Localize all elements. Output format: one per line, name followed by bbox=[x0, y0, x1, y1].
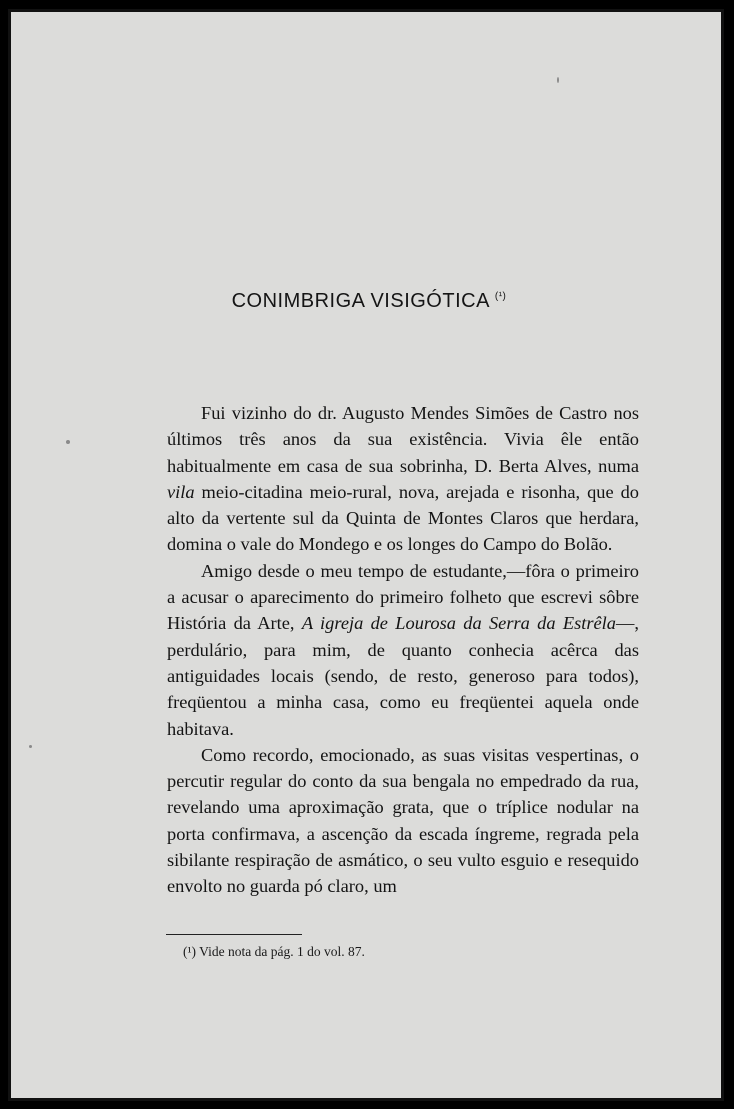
paragraph-1-segment-1: Fui vizinho do dr. Augusto Mendes Simões de Castro nos últimos três anos da sua existência. Vivia êle então habitualmente em casa de sua sobrinha, D. Berta Alves, numa bbox=[167, 403, 639, 476]
body-text bbox=[167, 400, 639, 900]
chapter-title bbox=[11, 290, 724, 313]
paragraph-1-segment-3: meio-citadina meio-rural, nova, arejada e risonha, que do alto da vertente sul da Quinta de Montes Claros que herdara, domina o vale do Mondego e os longes do Campo do Bolão. bbox=[167, 481, 639, 555]
paragraph-2 bbox=[167, 558, 639, 742]
paper-speck bbox=[29, 745, 32, 748]
title-footnote-marker: (¹) bbox=[494, 291, 507, 302]
paragraph-3-segment-1: Como recordo, emocionado, as suas visitas vespertinas, o percutir regular do conto da sua bengala no empedrado da rua, revelando uma aproximação grata, que o tríplice nodular na porta confirmava, a ascenção da escada íngreme, regrada pela sibilante respiração de asmático, o seu vulto esguio e resequido envolto no guarda pó claro, um bbox=[167, 744, 639, 897]
paragraph-2-segment-3: —, perdulário, para mim, de quanto conhecia acêrca das antiguidades locais (sendo, de resto, generoso para todos), freqüentou a minha casa, como eu freqüentei aquela onde habitava. bbox=[167, 613, 639, 739]
paragraph-2-segment-1: Amigo desde o meu tempo de estudante,—fôra o primeiro a acusar o aparecimento do primeiro folheto que escrevi sôbre História da Arte, bbox=[167, 560, 639, 634]
paragraph-2-italic-book-title: A igreja de Lourosa da Serra da Estrêla bbox=[301, 613, 616, 634]
footnote-divider bbox=[166, 934, 302, 935]
footnote: (¹) Vide nota da pág. 1 do vol. 87. bbox=[183, 944, 365, 959]
paragraph-1-italic-vila: vila bbox=[167, 481, 195, 502]
chapter-title-text: CONIMBRIGA VISIGÓTICA bbox=[231, 290, 489, 312]
book-page bbox=[8, 9, 724, 1101]
paragraph-3 bbox=[167, 742, 639, 900]
paragraph-1 bbox=[167, 400, 639, 558]
paper-speck bbox=[557, 77, 559, 83]
paper-speck bbox=[66, 440, 70, 444]
